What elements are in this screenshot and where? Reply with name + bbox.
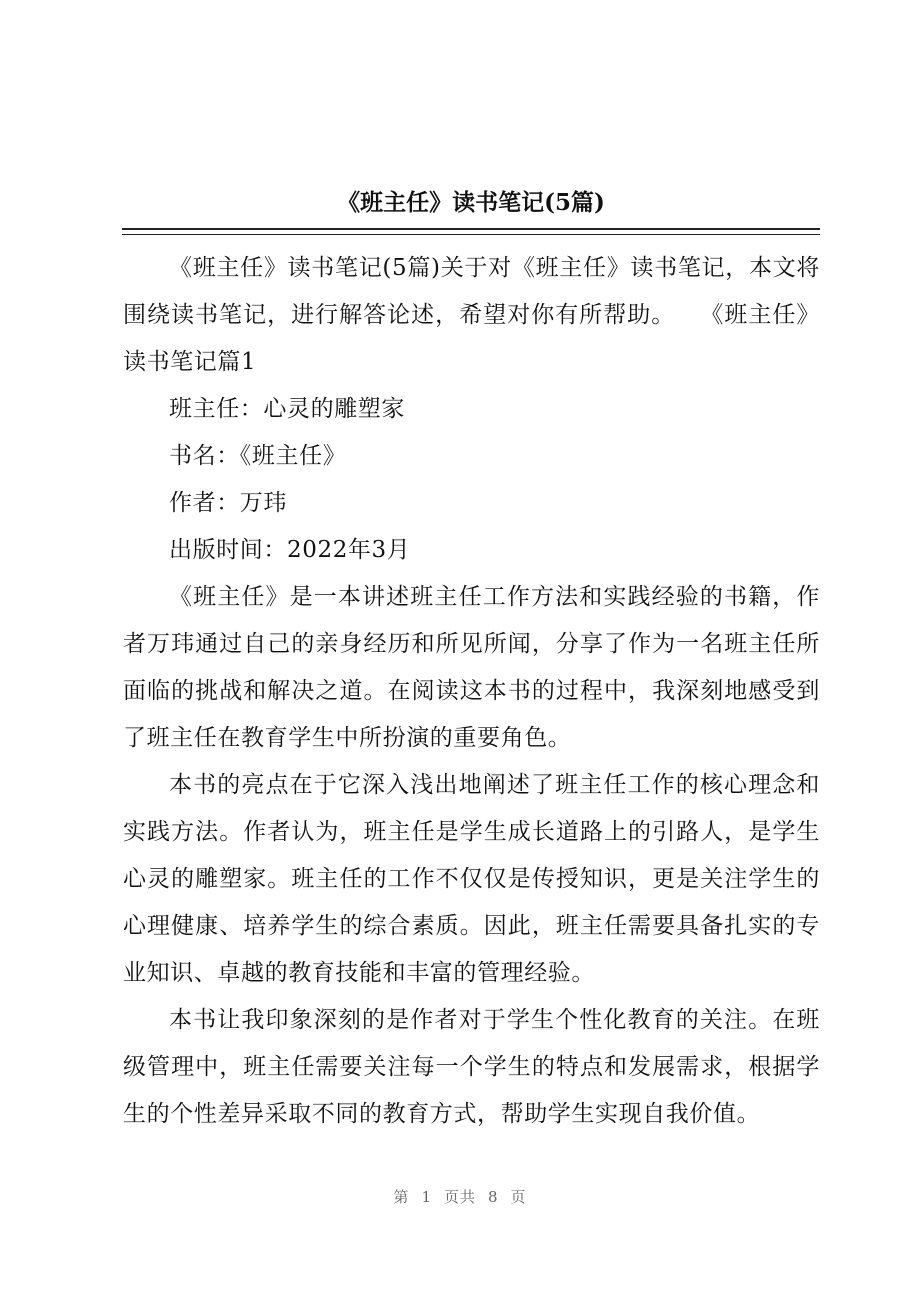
document-body — [123, 245, 820, 1138]
footer-suffix: 页 — [510, 1188, 527, 1206]
paragraph-book-name: 书名：《班主任》 — [169, 443, 347, 469]
footer-current-page: 1 — [421, 1188, 432, 1206]
paragraph-intro: 《班主任》读书笔记(5篇)关于对《班主任》读书笔记，本文将围绕读书笔记，进行解答论述，希望对你有所帮助。 《班主任》读书笔记篇1 — [123, 255, 820, 375]
page-footer — [0, 1186, 920, 1207]
document-title: 《班主任》读书笔记(5篇) — [337, 189, 605, 216]
paragraph-subtitle: 班主任：心灵的雕塑家 — [169, 396, 405, 422]
title-double-rule — [122, 228, 820, 235]
footer-prefix: 第 — [393, 1188, 410, 1206]
paragraph-overview: 《班主任》是一本讲述班主任工作方法和实践经验的书籍，作者万玮通过自己的亲身经历和所见所闻，分享了作为一名班主任所面临的挑战和解决之道。在阅读这本书的过程中，我深刻地感受到了班主任在教育学生中所扮演的重要角色。 — [123, 584, 820, 751]
paragraph-publish-date: 出版时间：2022年3月 — [169, 537, 411, 563]
paragraph-highlights: 本书的亮点在于它深入浅出地阐述了班主任工作的核心理念和实践方法。作者认为，班主任是学生成长道路上的引路人，是学生心灵的雕塑家。班主任的工作不仅仅是传授知识，更是关注学生的心理健康、培养学生的综合素质。因此，班主任需要具备扎实的专业知识、卓越的教育技能和丰富的管理经验。 — [123, 772, 820, 986]
paragraph-individualized-education: 本书让我印象深刻的是作者对于学生个性化教育的关注。在班级管理中，班主任需要关注每一个学生的特点和发展需求，根据学生的个性差异采取不同的教育方式，帮助学生实现自我价值。 — [123, 1007, 820, 1127]
footer-middle: 页共 — [443, 1188, 476, 1206]
paragraph-author: 作者：万玮 — [169, 490, 287, 516]
footer-total-pages: 8 — [488, 1188, 499, 1206]
